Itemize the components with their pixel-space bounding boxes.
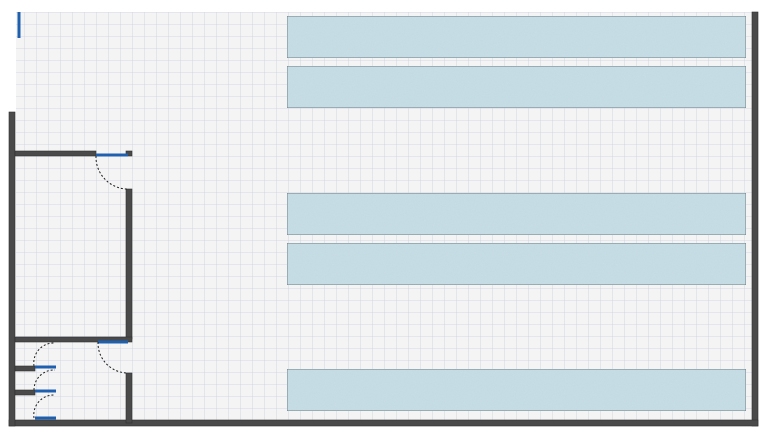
shelf-unit-1	[287, 16, 746, 58]
wall-office-top	[15, 151, 96, 156]
wall-closet-divider-1	[15, 366, 35, 371]
wall-small-room-right	[126, 373, 132, 423]
shelf-unit-5	[287, 369, 746, 411]
shelf-unit-2	[287, 66, 746, 108]
shelf-unit-4	[287, 243, 746, 285]
wall-closet-divider-2	[15, 390, 35, 395]
shelf-unit-3	[287, 193, 746, 235]
wall-outer-right	[752, 12, 758, 426]
wall-office-right	[126, 189, 132, 339]
wall-outer-bottom	[9, 420, 758, 426]
wall-outer-left	[9, 112, 15, 426]
